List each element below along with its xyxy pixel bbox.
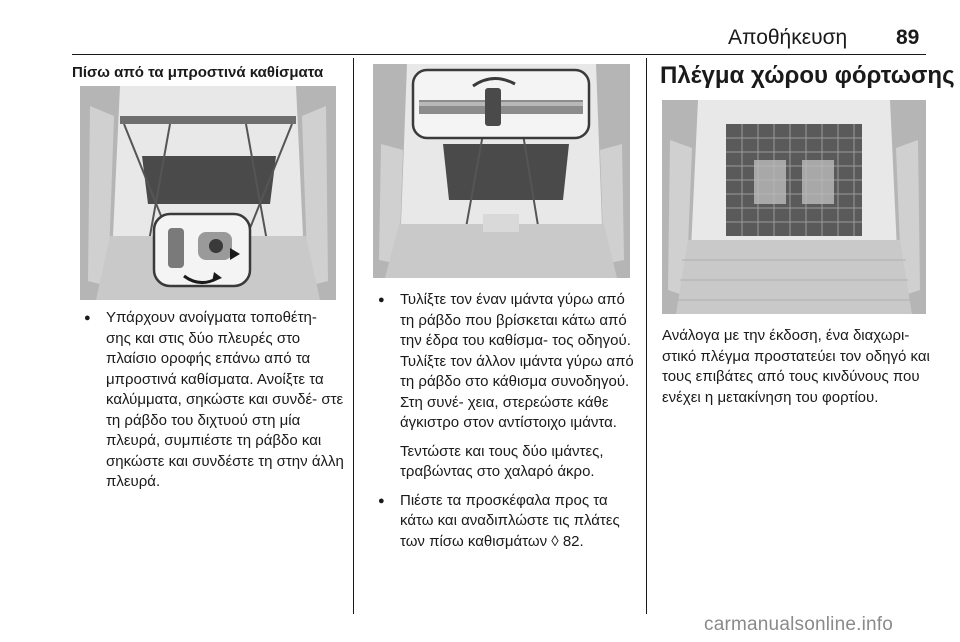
page-reference-link[interactable]: 82.: [562, 532, 584, 550]
instructions-list-col2: [378, 290, 640, 560]
watermark-text: carmanualsonline.info: [704, 614, 894, 635]
list-item: [378, 290, 640, 483]
list-item-continuation: Τεντώστε και τους δύο ιμάντες, τραβώντας στο χαλαρό άκρο.: [400, 442, 604, 480]
cargo-net-description: Ανάλογα με την έκδοση, ένα διαχωρι- στικό πλέγμα προστατεύει τον οδηγό και τους επιβάτες από τους κινδύνους που ενέχει η μετακίνηση του φορτίου.: [662, 327, 930, 406]
list-item: ● Υπάρχουν ανοίγματα τοποθέτη- σης και στις δύο πλευρές στο πλαίσιο οροφής επάνω από τα μπροστινά καθίσματα. Ανοίξτε τα καλύμματα, σηκώστε και συνδέ- στε τη ράβδο του διχτυού στη μία πλευρά, συμπιέστε τη ράβδο και σηκώστε και συνδέστε τη στην άλλη πλευρά.: [84, 308, 344, 493]
list-item-text: Τυλίξτε τον έναν ιμάντα γύρω από τη ράβδο που βρίσκεται κάτω από την έδρα του καθίσμα- τος οδηγού. Τυλίξτε τον άλλον ιμάντα γύρω από τη ράβδο στο κάθισμα συνοδηγού. Στη συνέ- χεια, στερεώστε κάθε άγκιστρο στον αντίστοιχο ιμάντα.: [400, 291, 634, 431]
running-header-title: Αποθήκευση: [728, 26, 848, 49]
section-title-cargo-net: Πλέγμα χώρου φόρτωσης: [660, 62, 955, 89]
column-divider-left: [353, 58, 354, 614]
list-item: [378, 491, 640, 553]
section-title-behind-front-seats: Πίσω από τα μπροστινά καθίσματα: [72, 64, 324, 81]
illustration-net-rod-mounting: [80, 86, 336, 300]
illustration-strap-around-seat-rod: [373, 64, 630, 278]
page-number: 89: [896, 26, 920, 49]
page-reference-icon: ◊: [551, 532, 559, 550]
instructions-list-col1: [84, 308, 344, 501]
illustration-cargo-partition-grid: [662, 100, 926, 314]
header-rule: [72, 54, 926, 55]
list-item-text: Πιέστε τα προσκέφαλα προς τα κάτω και αναδιπλώστε τις πλάτες των πίσω καθισμάτων: [400, 491, 620, 550]
column-divider-right: [646, 58, 647, 614]
